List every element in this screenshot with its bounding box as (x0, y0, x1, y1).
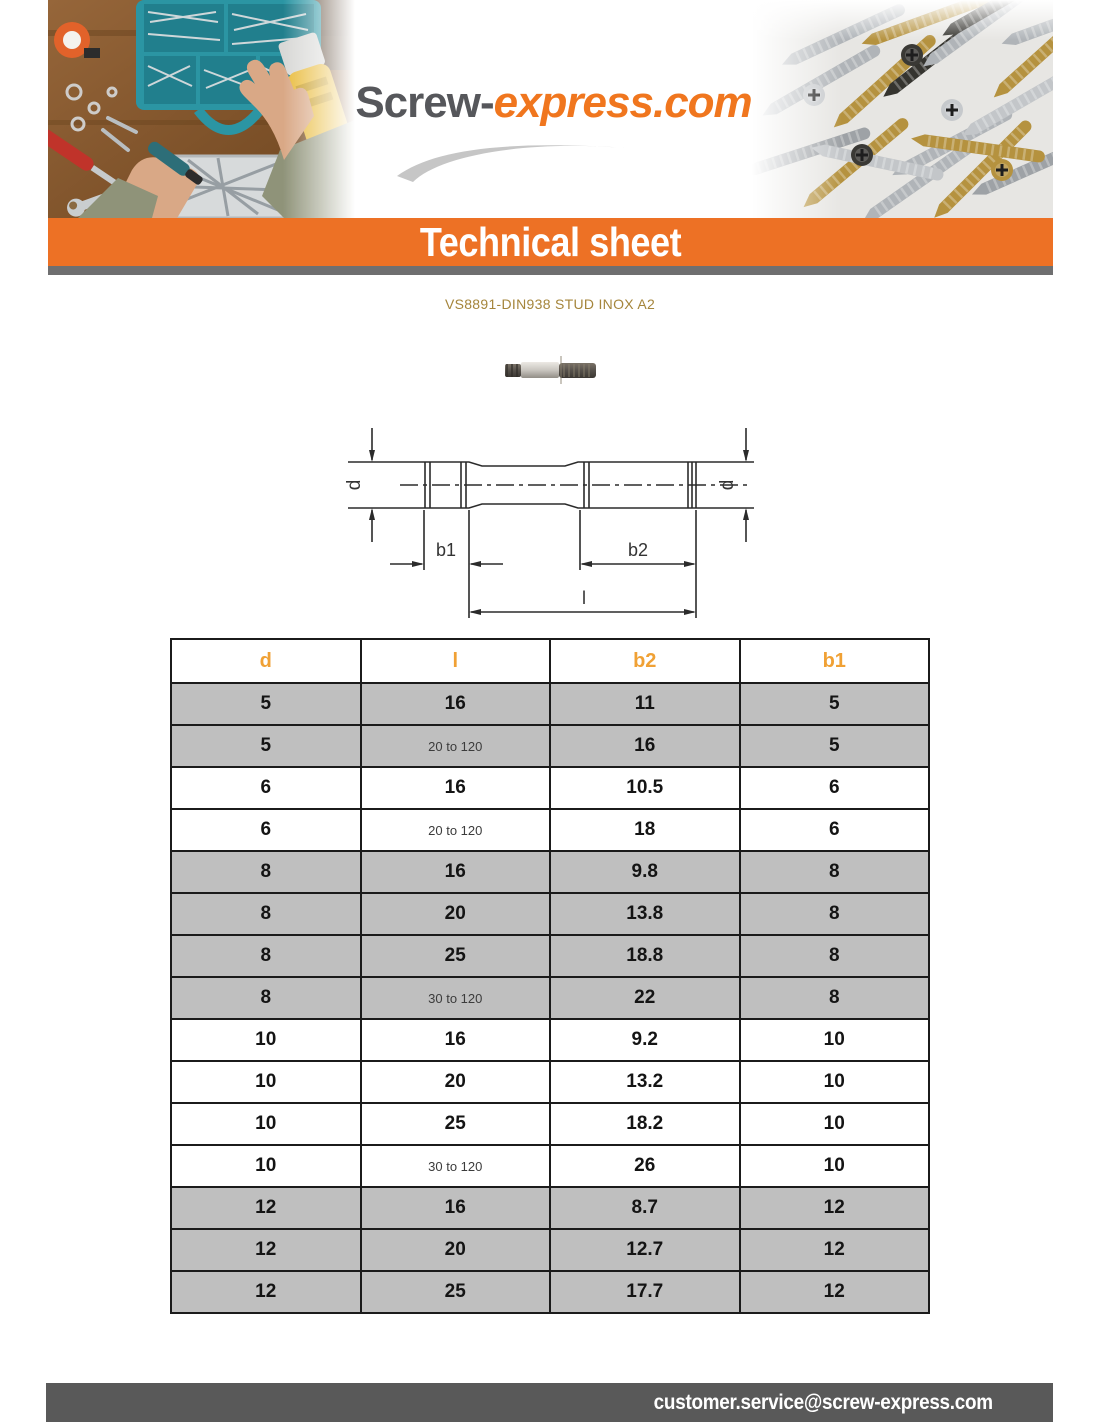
logo-text (355, 78, 752, 128)
cell-b1: 5 (740, 725, 930, 767)
table-row (171, 1145, 929, 1187)
technical-sheet-banner (48, 218, 1053, 266)
column-header-l: l (361, 639, 551, 683)
cell-l: 16 (361, 851, 551, 893)
table-row (171, 851, 929, 893)
screws-pile-photo (752, 0, 1053, 218)
table-row (171, 1187, 929, 1229)
cell-b1: 12 (740, 1229, 930, 1271)
cell-l: 16 (361, 683, 551, 725)
spec-table-body (171, 683, 929, 1313)
cell-b1: 12 (740, 1187, 930, 1229)
cell-b1: 8 (740, 935, 930, 977)
cell-d: 12 (171, 1271, 361, 1313)
cell-l: 25 (361, 935, 551, 977)
cell-b2: 13.2 (550, 1061, 740, 1103)
diagram-label-d-left: d (344, 479, 365, 491)
cell-d: 5 (171, 683, 361, 725)
cell-d: 10 (171, 1145, 361, 1187)
cell-b1: 12 (740, 1271, 930, 1313)
cell-d: 10 (171, 1103, 361, 1145)
cell-d: 6 (171, 809, 361, 851)
cell-d: 8 (171, 893, 361, 935)
cell-l: 20 to 120 (361, 725, 551, 767)
diagram-label-d-right: d (717, 479, 738, 491)
cell-b2: 9.2 (550, 1019, 740, 1061)
cell-b1: 8 (740, 893, 930, 935)
cell-d: 12 (171, 1187, 361, 1229)
diagram-label-l: l (582, 588, 586, 608)
cell-b1: 8 (740, 977, 930, 1019)
cell-b1: 10 (740, 1061, 930, 1103)
logo-swoosh-icon (393, 138, 633, 182)
cell-d: 8 (171, 851, 361, 893)
table-row (171, 767, 929, 809)
footer-bar (46, 1383, 1053, 1422)
logo (355, 0, 752, 218)
cell-b1: 6 (740, 809, 930, 851)
cell-b2: 11 (550, 683, 740, 725)
cell-b1: 10 (740, 1145, 930, 1187)
diagram-label-b1: b1 (435, 540, 457, 560)
cell-d: 5 (171, 725, 361, 767)
table-row (171, 893, 929, 935)
cell-l: 25 (361, 1271, 551, 1313)
cell-l: 20 (361, 893, 551, 935)
cell-b2: 13.8 (550, 893, 740, 935)
table-row (171, 1271, 929, 1313)
table-row (171, 1019, 929, 1061)
spec-table-head (171, 639, 929, 683)
table-row (171, 725, 929, 767)
logo-part1: Screw- (355, 78, 494, 127)
cell-d: 8 (171, 935, 361, 977)
cell-d: 12 (171, 1229, 361, 1271)
column-header-b1: b1 (740, 639, 930, 683)
table-row (171, 809, 929, 851)
cell-l: 20 (361, 1061, 551, 1103)
cell-l: 25 (361, 1103, 551, 1145)
technical-diagram (338, 416, 778, 633)
cell-b1: 10 (740, 1019, 930, 1061)
cell-b2: 8.7 (550, 1187, 740, 1229)
cell-b1: 8 (740, 851, 930, 893)
cell-b2: 22 (550, 977, 740, 1019)
spec-table (170, 638, 930, 1314)
banner-shadow-strip (48, 266, 1053, 275)
column-header-d: d (171, 639, 361, 683)
cell-d: 10 (171, 1061, 361, 1103)
table-row (171, 683, 929, 725)
stud-product-photo (503, 356, 598, 389)
cell-d: 8 (171, 977, 361, 1019)
cell-l: 30 to 120 (361, 1145, 551, 1187)
table-row (171, 1103, 929, 1145)
cell-l: 16 (361, 767, 551, 809)
product-title: VS8891-DIN938 STUD INOX A2 (444, 296, 656, 312)
cell-b2: 26 (550, 1145, 740, 1187)
cell-b2: 18.8 (550, 935, 740, 977)
cell-b2: 18 (550, 809, 740, 851)
banner-title: Technical sheet (419, 218, 682, 265)
cell-l: 20 to 120 (361, 809, 551, 851)
table-row (171, 935, 929, 977)
cell-b2: 16 (550, 725, 740, 767)
cell-b2: 17.7 (550, 1271, 740, 1313)
cell-l: 20 (361, 1229, 551, 1271)
header-row (171, 639, 929, 683)
cell-b2: 18.2 (550, 1103, 740, 1145)
column-header-b2: b2 (550, 639, 740, 683)
cell-d: 6 (171, 767, 361, 809)
cell-d: 10 (171, 1019, 361, 1061)
logo-part2: express.com (493, 78, 752, 127)
cell-l: 16 (361, 1019, 551, 1061)
table-row (171, 1061, 929, 1103)
footer-email[interactable]: customer.service@screw-express.com (653, 1390, 993, 1414)
workbench-photo (48, 0, 355, 218)
cell-b2: 10.5 (550, 767, 740, 809)
cell-l: 16 (361, 1187, 551, 1229)
cell-b1: 5 (740, 683, 930, 725)
table-row (171, 977, 929, 1019)
cell-b2: 9.8 (550, 851, 740, 893)
table-row (171, 1229, 929, 1271)
cell-b1: 10 (740, 1103, 930, 1145)
cell-b1: 6 (740, 767, 930, 809)
diagram-label-b2: b2 (627, 540, 649, 560)
cell-l: 30 to 120 (361, 977, 551, 1019)
cell-b2: 12.7 (550, 1229, 740, 1271)
